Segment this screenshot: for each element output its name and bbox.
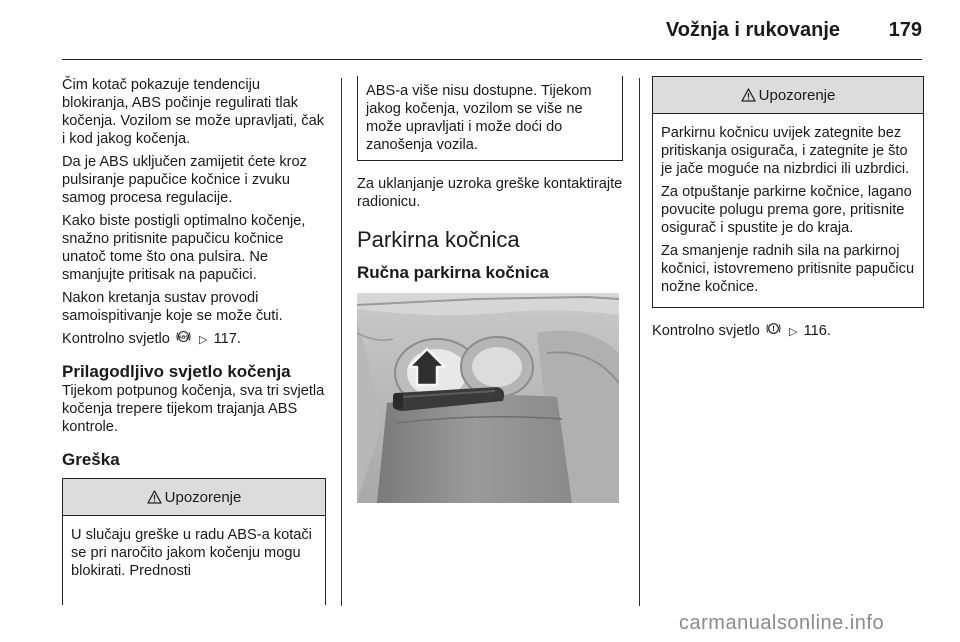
paragraph-self-test: Nakon kretanja sustav provodi samoispitivanje koje se može čuti. xyxy=(62,290,283,324)
control-light-label: Kontrolno svjetlo xyxy=(62,331,170,347)
control-light-page-ref[interactable]: 117. xyxy=(213,331,241,347)
warning-text-abs-fault: U slučaju greške u radu ABS-a kotači se pri naročito jakom kočenju mogu blokirati. Prednosti xyxy=(71,527,312,579)
subsection-title-hand-brake: Ručna parkirna kočnica xyxy=(357,263,549,282)
warning-title: Upozorenje xyxy=(164,488,242,506)
control-light-label: Kontrolno svjetlo xyxy=(652,323,760,339)
warning-text-continued: ABS-a više nisu dostupne. Tijekom jakog kočenja, vozilom se više ne može upravljati i može doći do zanošenja vozila. xyxy=(366,83,592,153)
paragraph-abs-regulation: Čim kotač pokazuje tendenciju blokiranja, ABS počinje regulirati tlak kočenja. Vozilom se može upravljati, čak i kod jakog kočenja. xyxy=(62,77,324,147)
hand-brake-photo xyxy=(357,293,619,503)
warning-text-release: Za otpuštanje parkirne kočnice, lagano povucite polugu prema gore, pritisnite osigurač i spustite je do kraja. xyxy=(661,184,912,236)
warning-text-reduce-force: Za smanjenje radnih sila na parkirnoj kočnici, istovremeno pritisnite papučicu nožne kočnice. xyxy=(661,243,915,295)
brake-warning-icon xyxy=(766,322,781,340)
paragraph-adaptive-brake-light: Tijekom potpunog kočenja, sva tri svjetla kočenja trepere tijekom trajanja ABS kontrole. xyxy=(62,383,325,435)
warning-title: Upozorenje xyxy=(758,86,836,104)
heading-adaptive-brake-light: Prilagodljivo svjetlo kočenja xyxy=(62,362,291,381)
column-1 xyxy=(62,76,328,606)
paragraph-abs-pulsing: Da je ABS uključen zamijetit ćete kroz pulsiranje papučice kočnice i zvuku samog procesa regulacije. xyxy=(62,154,307,206)
header-divider xyxy=(62,59,922,60)
column-divider-1 xyxy=(341,78,342,606)
page-number: 179 xyxy=(888,19,922,41)
watermark: carmanualsonline.info xyxy=(679,612,885,634)
svg-text:!: ! xyxy=(772,326,775,334)
section-title-parking-brake: Parkirna kočnica xyxy=(357,227,520,252)
warning-header xyxy=(63,479,325,516)
svg-text:ABS: ABS xyxy=(178,334,189,340)
page-reference-icon: ▷ xyxy=(199,334,208,346)
warning-box-abs-fault xyxy=(62,478,326,605)
control-light-line xyxy=(62,330,328,349)
paragraph-optimal-braking: Kako biste postigli optimalno kočenje, snažno pritisnite papučicu kočnice unatoč tome što ona pulsira. Ne smanjujte pritisak na papučici. xyxy=(62,213,306,283)
column-2 xyxy=(357,76,623,503)
warning-box-continued xyxy=(357,76,623,161)
warning-triangle-icon xyxy=(147,490,162,504)
page-reference-icon: ▷ xyxy=(789,326,798,338)
warning-text-apply: Parkirnu kočnicu uvijek zategnite bez pritiskanja osigurača, i zategnite je što je jače moguće na nizbrdici ili uzbrdici. xyxy=(661,125,910,177)
abs-warning-icon xyxy=(176,330,191,348)
warning-triangle-icon xyxy=(741,88,756,102)
column-divider-2 xyxy=(639,78,640,606)
heading-fault: Greška xyxy=(62,450,120,469)
control-light-page-ref[interactable]: 116. xyxy=(803,323,831,339)
warning-box-parking-brake xyxy=(652,76,924,308)
warning-header xyxy=(653,77,923,114)
control-light-line xyxy=(652,322,922,341)
column-3 xyxy=(652,76,922,346)
paragraph-contact-workshop: Za uklanjanje uzroka greške kontaktirajte radionicu. xyxy=(357,176,623,210)
page-header-title: Vožnja i rukovanje xyxy=(665,19,840,41)
